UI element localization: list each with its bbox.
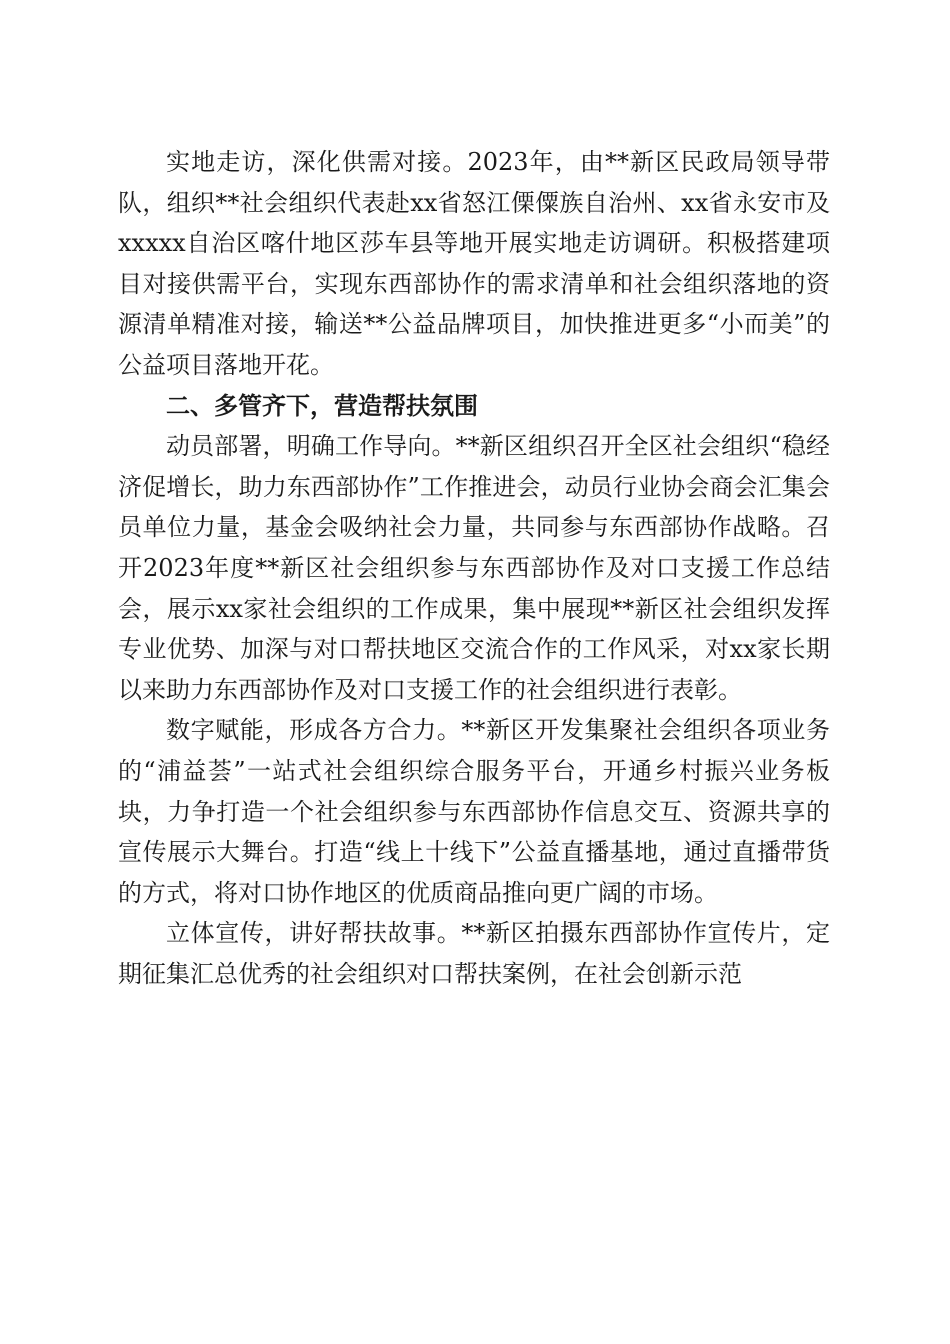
paragraph-publicity: 立体宣传，讲好帮扶故事。**新区拍摄东西部协作宣传片，定期征集汇总优秀的社会组织对口帮扶案例，在社会创新示范	[118, 919, 830, 988]
paragraph-mobilization: 动员部署，明确工作导向。**新区组织召开全区社会组织“稳经济促增长，助力东西部协作”工作推进会，动员行业协会商会汇集会员单位力量，基金会吸纳社会力量，共同参与东西部协作战略。召开2023年度**新区社会组织参与东西部协作及对口支援工作总结会，展示xx家社会组织的工作成果，集中展现**新区社会组织发挥专业优势、加深与对口帮扶地区交流合作的工作风采，对xx家长期以来助力东西部协作及对口支援工作的社会组织进行表彰。	[118, 432, 830, 704]
section-heading: 二、多管齐下，营造帮扶氛围	[166, 391, 478, 420]
paragraph-field-visit: 实地走访，深化供需对接。2023年，由**新区民政局领导带队，组织**社会组织代表赴xx省怒江傈僳族自治州、xx省永安市及xxxxx自治区喀什地区莎车县等地开展实地走访调研。积极搭建项目对接供需平台，实现东西部协作的需求清单和社会组织落地的资源清单精准对接，输送**公益品牌项目，加快推进更多“小而美”的公益项目落地开花。	[118, 148, 830, 379]
paragraph-digital-empowerment: 数字赋能，形成各方合力。**新区开发集聚社会组织各项业务的“浦益荟”一站式社会组织综合服务平台，开通乡村振兴业务板块，力争打造一个社会组织参与东西部协作信息交互、资源共享的宣传展示大舞台。打造“线上十线下”公益直播基地，通过直播带货的方式，将对口协作地区的优质商品推向更广阔的市场。	[118, 716, 830, 907]
document-body	[118, 142, 830, 994]
